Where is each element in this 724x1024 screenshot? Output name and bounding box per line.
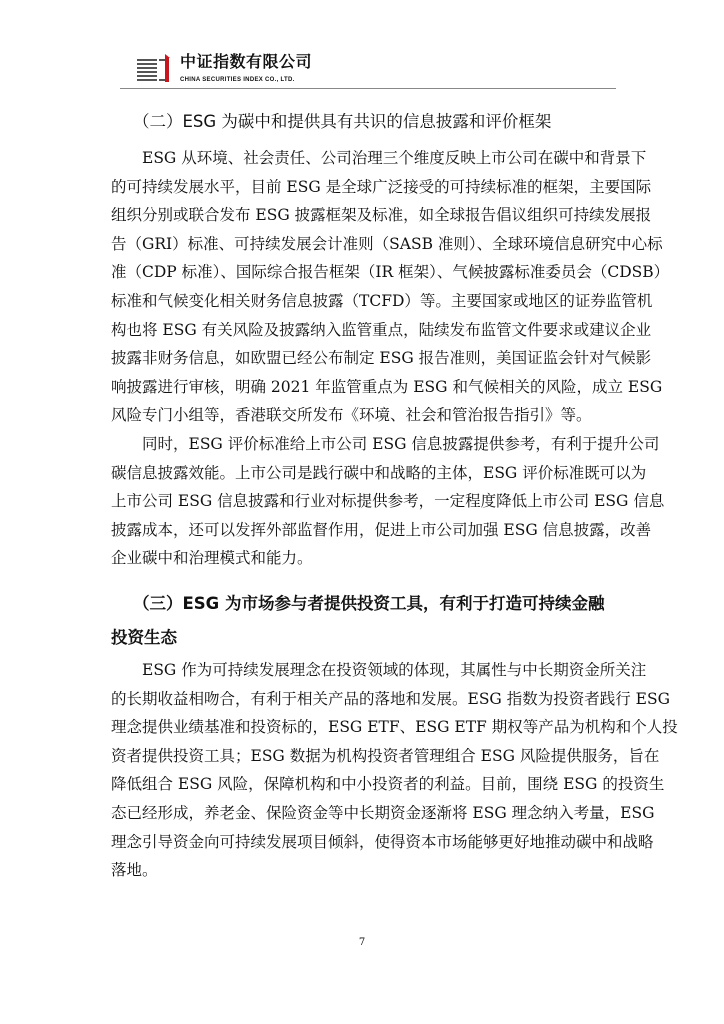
text-line: 的长期收益相吻合，有利于相关产品的落地和发展。ESG 指数为投资者践行 ESG — [111, 689, 670, 708]
company-logo-icon — [137, 54, 173, 84]
text-line: 风险专门小组等，香港联交所发布《环境、社会和管治报告指引》等。 — [111, 406, 592, 425]
text-line: 构也将 ESG 有关风险及披露纳入监管重点，陆续发布监管文件要求或建议企业 — [111, 320, 652, 339]
text-line: 同时，ESG 评价标准给上市公司 ESG 信息披露提供参考，有利于提升公司 — [142, 434, 660, 453]
text-line: 理念提供业绩基准和投资标的，ESG ETF、ESG ETF 期权等产品为机构和个人投 — [111, 718, 678, 737]
text-line: 上市公司 ESG 信息披露和行业对标提供参考，一定程度降低上市公司 ESG 信息 — [111, 492, 665, 511]
text-line: 披露成本，还可以发挥外部监督作用，促进上市公司加强 ESG 信息披露，改善 — [111, 520, 652, 539]
section-3 — [111, 590, 612, 653]
page-header — [120, 40, 616, 89]
text-line: 告（GRI）标准、可持续发展会计准则（SASB 准则）、全球环境信息研究中心标 — [111, 234, 663, 253]
text-line: 组织分别或联合发布 ESG 披露框架及标准，如全球报告倡议组织可持续发展报 — [111, 206, 652, 225]
text-line: 理念引导资金向可持续发展项目倾斜，使得资本市场能够更好地推动碳中和战略 — [111, 832, 654, 851]
text-line: 降低组合 ESG 风险，保障机构和中小投资者的利益。目前，围绕 ESG 的投资生 — [111, 775, 665, 794]
section-2 — [111, 108, 612, 137]
text-line: ESG 从环境、社会责任、公司治理三个维度反映上市公司在碳中和背景下 — [142, 149, 647, 167]
page-number: 7 — [358, 937, 366, 948]
text-line: 响披露进行审核，明确 2021 年监管重点为 ESG 和气候相关的风险，成立 ESG — [111, 377, 663, 396]
text-line: 资者提供投资工具；ESG 数据为机构投资者管理组合 ESG 风险提供服务，旨在 — [111, 746, 660, 765]
text-line: 的可持续发展水平，目前 ESG 是全球广泛接受的可持续标准的框架，主要国际 — [111, 177, 652, 196]
company-name-en: CHINA SECURITIES INDEX CO., LTD. — [180, 77, 295, 83]
text-line: 碳信息披露效能。上市公司是践行碳中和战略的主体，ESG 评价标准既可以为 — [111, 463, 647, 482]
section-2-paragraph-1 — [111, 144, 670, 573]
company-name-cn: 中证指数有限公司 — [180, 52, 313, 71]
text-line: 企业碳中和治理模式和能力。 — [111, 549, 313, 568]
text-line: 准（CDP 标准）、国际综合报告框架（IR 框架）、气候披露标准委员会（CDSB） — [111, 263, 670, 282]
text-line: 态已经形成，养老金、保险资金等中长期资金逐渐将 ESG 理念纳入考量，ESG — [111, 803, 655, 822]
section-3-heading-line-2: 投资生态 — [111, 627, 177, 647]
text-line: 落地。 — [111, 861, 158, 880]
section-2-heading: （二）ESG 为碳中和提供具有共识的信息披露和评价框架 — [133, 112, 552, 131]
section-3-paragraph-1 — [111, 656, 678, 885]
text-line: ESG 作为可持续发展理念在投资领域的体现，其属性与中长期资金所关注 — [142, 661, 647, 679]
text-line: 标准和气候变化相关财务信息披露（TCFD）等。主要国家或地区的证券监管机 — [111, 291, 653, 310]
section-3-heading-line-1: （三）ESG 为市场参与者提供投资工具，有利于打造可持续金融 — [133, 594, 605, 613]
text-line: 披露非财务信息，如欧盟已经公布制定 ESG 报告准则，美国证监会针对气候影 — [111, 349, 652, 368]
